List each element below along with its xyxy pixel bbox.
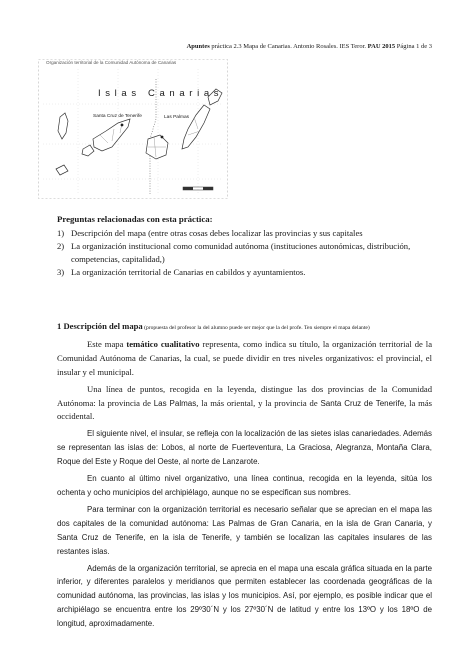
section-heading	[57, 320, 432, 336]
header-bold-prefix: Apuntes	[186, 43, 210, 50]
paragraph-3: El siguiente nivel, el insular, se refleja con la localización de las sietes islas canariedades. Además se representan las islas de: Lobos, al norte de Fuerteventura, La Graciosa, Alegranza, Montaña Clara, Roque del Este y Roque del Oeste, al norte de Lanzarote.	[57, 429, 432, 467]
map-description-section	[57, 320, 432, 634]
paragraph-1	[57, 338, 432, 380]
p2-santa-cruz: Santa Cruz de Tenerife	[320, 398, 405, 408]
p2-end: , la más occidental.	[57, 397, 433, 422]
tenerife-island	[93, 119, 130, 151]
la-gomera-island	[82, 145, 94, 156]
list-item	[57, 266, 432, 279]
list-item	[57, 240, 432, 266]
question-number: 2)	[57, 241, 65, 251]
question-number: 3)	[57, 267, 65, 277]
list-item	[57, 227, 432, 240]
paragraph-5: Para terminar con la organización territorial es necesario señalar que se aprecian en el mapa las dos capitales de la comunidad autónoma: Las Palmas de Gran Canaria, en la isla de Gran Canaria, y Santa Cruz de Tenerife, en la isla de Tenerife, y también se localizan las capitales insulares de las restantes islas.	[57, 504, 432, 556]
page-header	[187, 43, 432, 50]
el-hierro-island	[56, 165, 68, 175]
p1-bold: temático cualitativo	[126, 338, 200, 349]
question-text: La organización territorial de Canarias en cabildos y ayuntamientos.	[71, 267, 306, 277]
p2-start: Una línea de puntos, recogida en la leyenda, distingue las dos provincias de la Comunidad Autónoma: la provincia de	[57, 383, 432, 408]
header-pau: PAU 2015	[367, 43, 396, 50]
map-graphic	[38, 59, 228, 199]
map-title: I s l a s C a n a r i a s	[98, 88, 220, 99]
fuerteventura-island	[182, 105, 210, 149]
la-palma-island	[58, 113, 68, 139]
paragraph-4: En cuanto al último nivel organizativo, una línea continua, recogida en la leyenda, sitúa los ochenta y ocho municipios del archipiélago, aunque no se especifican sus nombres.	[57, 474, 432, 497]
paragraph-2	[57, 383, 432, 425]
header-page: Página 1 de 3	[395, 43, 432, 50]
p1-start: Este mapa	[87, 338, 127, 349]
question-text: La organización institucional como comunidad autónoma (instituciones autonómicas, distribución, competencias, capitalidad,)	[71, 241, 411, 264]
paragraph-6: Además de la organización territorial, se aprecia en el mapa una escala gráfica situada en la parte inferior, y diferentes paralelos y meridianos que permiten establecer las coordenada geográficas de la comunidad autónoma, las provincias, las islas y los municipios. Así, por ejemplo, es posible indicar que el archipiélago se encuentra entre los 29º30´N y los 27º30´N de latitud y entre los 13ºO y los 18ºO de longitud, aproximadamente.	[57, 563, 432, 629]
section-title: 1 Descripción del mapa	[57, 321, 143, 331]
section-note: (propuesta del profesor la del alumno puede ser mejor que la del profe. Ten siempre el mapa delante)	[142, 325, 370, 331]
questions-list	[57, 227, 432, 279]
header-text: práctica 2.3 Mapa de Canarias. Antonio Rosales. IES Teror.	[209, 43, 368, 50]
map-caption: Organización territorial de la Comunidad Autónoma de Canarias	[46, 60, 177, 65]
p1-end: representa, como indica su título, la organización territorial de la Comunidad Autónoma de Canarias, la cual, se puede dividir en tres niveles organizativos: el provincial, el insular y el municipal.	[57, 338, 433, 377]
question-number: 1)	[57, 228, 65, 238]
p2-middle: , la más oriental, y la provincia de	[196, 397, 321, 408]
questions-title: Preguntas relacionadas con esta práctica:	[57, 214, 213, 224]
p2-las-palmas: Las Palmas	[153, 398, 197, 408]
label-las-palmas: Las Palmas	[164, 115, 190, 120]
questions-block	[57, 214, 432, 279]
canary-islands-map	[38, 59, 228, 199]
question-text: Descripción del mapa (entre otras cosas debes localizar las provincias y sus capitales	[71, 228, 363, 238]
label-santa-cruz: Santa Cruz de Tenerife	[93, 114, 142, 119]
